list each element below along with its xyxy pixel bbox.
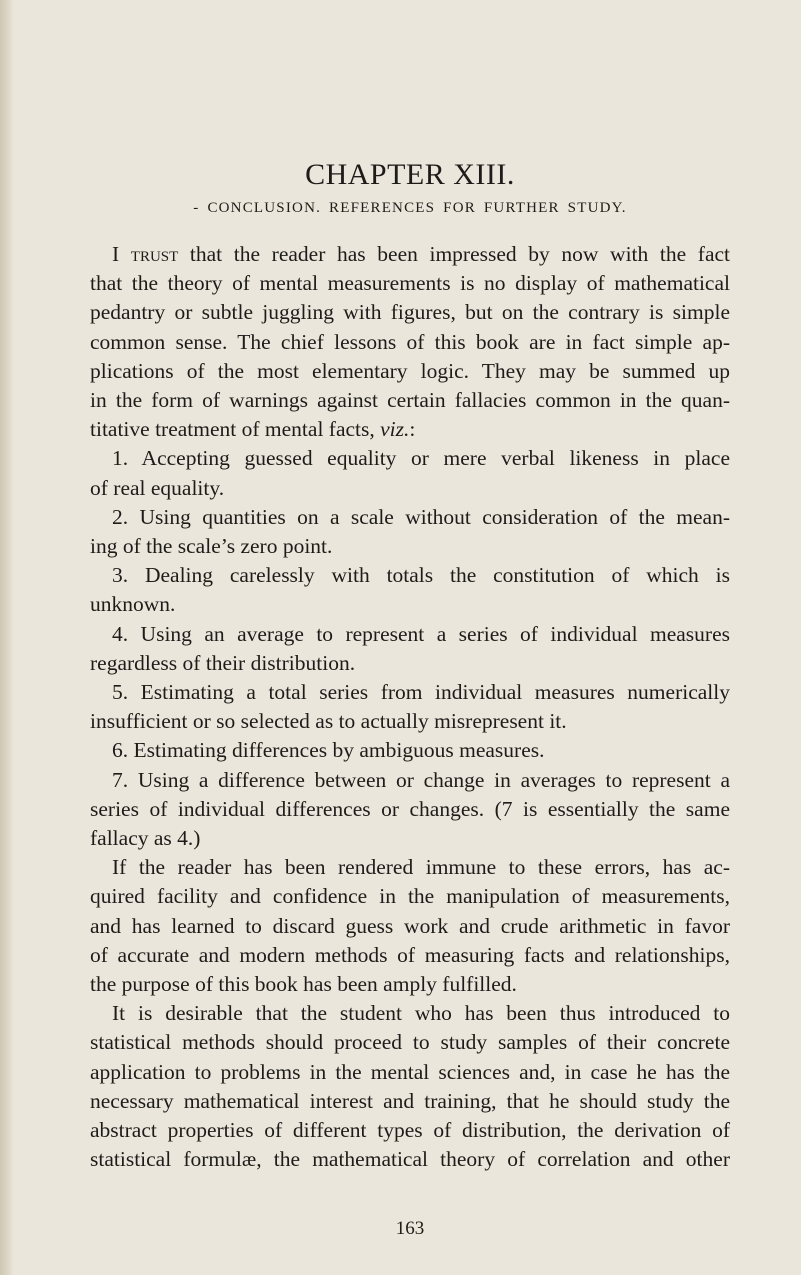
text-line: plications of the most elementary logic. They may be summed up: [90, 358, 730, 383]
text-line: and has learned to discard guess work and crude arithmetic in favor: [90, 913, 730, 938]
list-item-line: of real equality.: [90, 475, 225, 500]
list-item-line: ing of the scale’s zero point.: [90, 534, 333, 559]
text-line: application to problems in the mental sciences and, in case he has the: [90, 1059, 730, 1084]
chapter-subtitle: - CONCLUSION. REFERENCES FOR FURTHER STUDY.: [193, 200, 627, 216]
text-line: pedantry or subtle juggling with figures, but on the contrary is simple: [90, 300, 730, 325]
text-line: necessary mathematical interest and training, that he should study the: [90, 1088, 730, 1113]
body-text: [90, 240, 730, 1175]
text-line: quired facility and confidence in the manipulation of measurements,: [90, 884, 730, 909]
lead-word: I trust: [112, 242, 179, 266]
text-line: common sense. The chief lessons of this book are in fact simple ap-: [90, 329, 730, 354]
text-line: It is desirable that the student who has been thus introduced to: [112, 1001, 730, 1026]
list-item-line: series of individual differences or changes. (7 is essentially the same: [90, 796, 730, 821]
book-page: [90, 0, 730, 1275]
text-line: the purpose of this book has been amply fulfilled.: [90, 972, 517, 997]
list-item-line: 4. Using an average to represent a series of individual measures: [112, 621, 730, 646]
list-item-line: 5. Estimating a total series from individual measures numerically: [112, 680, 730, 705]
list-item-line: unknown.: [90, 592, 176, 617]
page-number: 163: [395, 1218, 425, 1239]
text-line: in the form of warnings against certain fallacies common in the quan-: [90, 388, 730, 413]
list-item-line: fallacy as 4.): [90, 826, 201, 851]
list-item-line: 6. Estimating differences by ambiguous measures.: [112, 738, 545, 763]
list-item-line: regardless of their distribution.: [90, 650, 356, 675]
text-line: statistical methods should proceed to study samples of their concrete: [90, 1030, 730, 1055]
list-item-line: 7. Using a difference between or change in averages to represent a: [112, 767, 730, 792]
list-item-line: 3. Dealing carelessly with totals the constitution of which is: [112, 563, 730, 588]
page-binding-edge: [0, 0, 14, 1275]
chapter-title: CHAPTER XIII.: [305, 158, 515, 191]
list-item-line: insufficient or so selected as to actually misrepresent it.: [90, 709, 567, 734]
text-line: I trust that the reader has been impressed by now with the fact: [112, 242, 731, 266]
list-item-line: 1. Accepting guessed equality or mere verbal likeness in place: [112, 446, 730, 471]
text-line: If the reader has been rendered immune to these errors, has ac-: [112, 855, 730, 880]
text-line: abstract properties of different types of distribution, the derivation of: [90, 1118, 730, 1143]
text-line: of accurate and modern methods of measuring facts and relationships,: [90, 942, 730, 967]
text-line: statistical formulæ, the mathematical theory of correlation and other: [90, 1147, 730, 1172]
text-line: that the theory of mental measurements is no display of mathematical: [90, 271, 730, 296]
text-line: titative treatment of mental facts, viz.:: [90, 417, 416, 442]
list-item-line: 2. Using quantities on a scale without consideration of the mean-: [112, 504, 730, 529]
